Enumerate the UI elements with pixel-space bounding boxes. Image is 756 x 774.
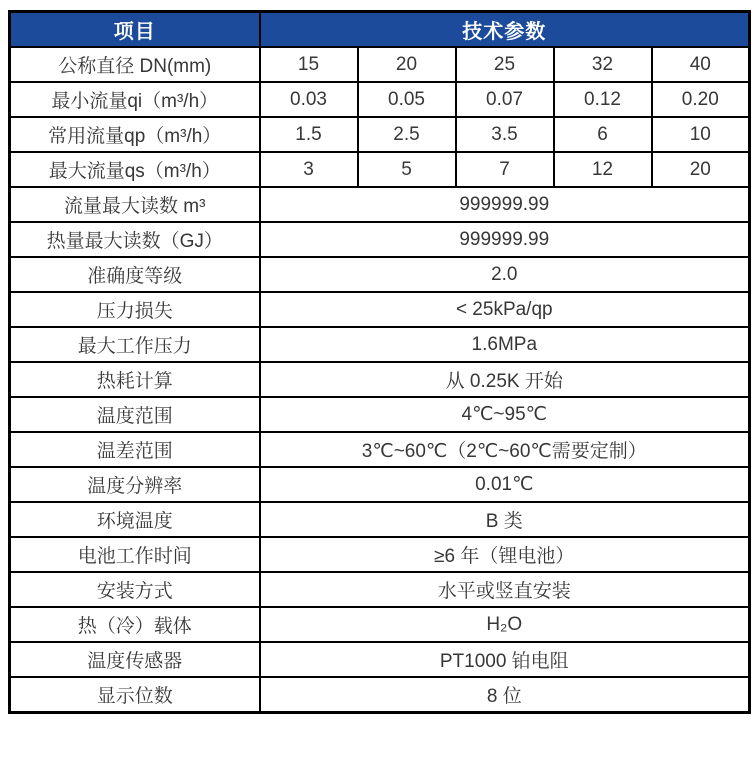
row-label: 安装方式 bbox=[10, 572, 260, 607]
table-row bbox=[10, 432, 750, 467]
table-row bbox=[10, 607, 750, 642]
table-row bbox=[10, 677, 750, 713]
row-value: 15 bbox=[260, 47, 358, 82]
row-value: 40 bbox=[652, 47, 750, 82]
row-value: 20 bbox=[358, 47, 456, 82]
table-row bbox=[10, 572, 750, 607]
row-value: 4℃~95℃ bbox=[260, 397, 750, 432]
row-label: 显示位数 bbox=[10, 677, 260, 713]
row-value: 999999.99 bbox=[260, 187, 750, 222]
row-value: 3℃~60℃（2℃~60℃需要定制） bbox=[260, 432, 750, 467]
row-value: 2.5 bbox=[358, 117, 456, 152]
row-value: 2.0 bbox=[260, 257, 750, 292]
table-row bbox=[10, 82, 750, 117]
row-value: 0.20 bbox=[652, 82, 750, 117]
row-value: 6 bbox=[554, 117, 652, 152]
row-value: 1.5 bbox=[260, 117, 358, 152]
row-value: 0.07 bbox=[456, 82, 554, 117]
row-label: 温度传感器 bbox=[10, 642, 260, 677]
table-row bbox=[10, 222, 750, 257]
row-label: 准确度等级 bbox=[10, 257, 260, 292]
header-item-cell: 项目 bbox=[10, 12, 260, 48]
row-label: 常用流量qp（m³/h） bbox=[10, 117, 260, 152]
row-label: 最大工作压力 bbox=[10, 327, 260, 362]
row-label: 热量最大读数（GJ） bbox=[10, 222, 260, 257]
row-value: 1.6MPa bbox=[260, 327, 750, 362]
row-value: 0.03 bbox=[260, 82, 358, 117]
table-row bbox=[10, 362, 750, 397]
row-label: 最大流量qs（m³/h） bbox=[10, 152, 260, 187]
row-value: 3.5 bbox=[456, 117, 554, 152]
row-value: 7 bbox=[456, 152, 554, 187]
row-label: 温度范围 bbox=[10, 397, 260, 432]
row-value: 0.12 bbox=[554, 82, 652, 117]
row-value: H₂O bbox=[260, 607, 750, 642]
spec-table bbox=[8, 10, 751, 714]
row-value: 25 bbox=[456, 47, 554, 82]
row-value: 10 bbox=[652, 117, 750, 152]
table-row bbox=[10, 257, 750, 292]
row-label: 压力损失 bbox=[10, 292, 260, 327]
row-label: 最小流量qi（m³/h） bbox=[10, 82, 260, 117]
row-value: 32 bbox=[554, 47, 652, 82]
row-value: 20 bbox=[652, 152, 750, 187]
header-params-cell: 技术参数 bbox=[260, 12, 750, 48]
row-value: 0.05 bbox=[358, 82, 456, 117]
row-value: 8 位 bbox=[260, 677, 750, 713]
table-row bbox=[10, 47, 750, 82]
row-value: < 25kPa/qp bbox=[260, 292, 750, 327]
row-label: 公称直径 DN(mm) bbox=[10, 47, 260, 82]
row-value: 0.01℃ bbox=[260, 467, 750, 502]
row-value: 水平或竖直安装 bbox=[260, 572, 750, 607]
table-row bbox=[10, 292, 750, 327]
row-label: 流量最大读数 m³ bbox=[10, 187, 260, 222]
row-value: B 类 bbox=[260, 502, 750, 537]
row-value: 3 bbox=[260, 152, 358, 187]
row-value: 999999.99 bbox=[260, 222, 750, 257]
row-value: ≥6 年（锂电池） bbox=[260, 537, 750, 572]
table-row bbox=[10, 502, 750, 537]
table-row bbox=[10, 537, 750, 572]
row-label: 温度分辨率 bbox=[10, 467, 260, 502]
row-label: 热耗计算 bbox=[10, 362, 260, 397]
row-label: 热（冷）载体 bbox=[10, 607, 260, 642]
row-label: 温差范围 bbox=[10, 432, 260, 467]
row-label: 环境温度 bbox=[10, 502, 260, 537]
row-value: 从 0.25K 开始 bbox=[260, 362, 750, 397]
header-row bbox=[10, 12, 750, 48]
table-row bbox=[10, 327, 750, 362]
row-value: PT1000 铂电阻 bbox=[260, 642, 750, 677]
row-value: 12 bbox=[554, 152, 652, 187]
table-row bbox=[10, 397, 750, 432]
row-label: 电池工作时间 bbox=[10, 537, 260, 572]
table-row bbox=[10, 187, 750, 222]
row-value: 5 bbox=[358, 152, 456, 187]
table-row bbox=[10, 467, 750, 502]
spec-table-body bbox=[10, 47, 750, 713]
table-row bbox=[10, 642, 750, 677]
table-row bbox=[10, 117, 750, 152]
table-row bbox=[10, 152, 750, 187]
